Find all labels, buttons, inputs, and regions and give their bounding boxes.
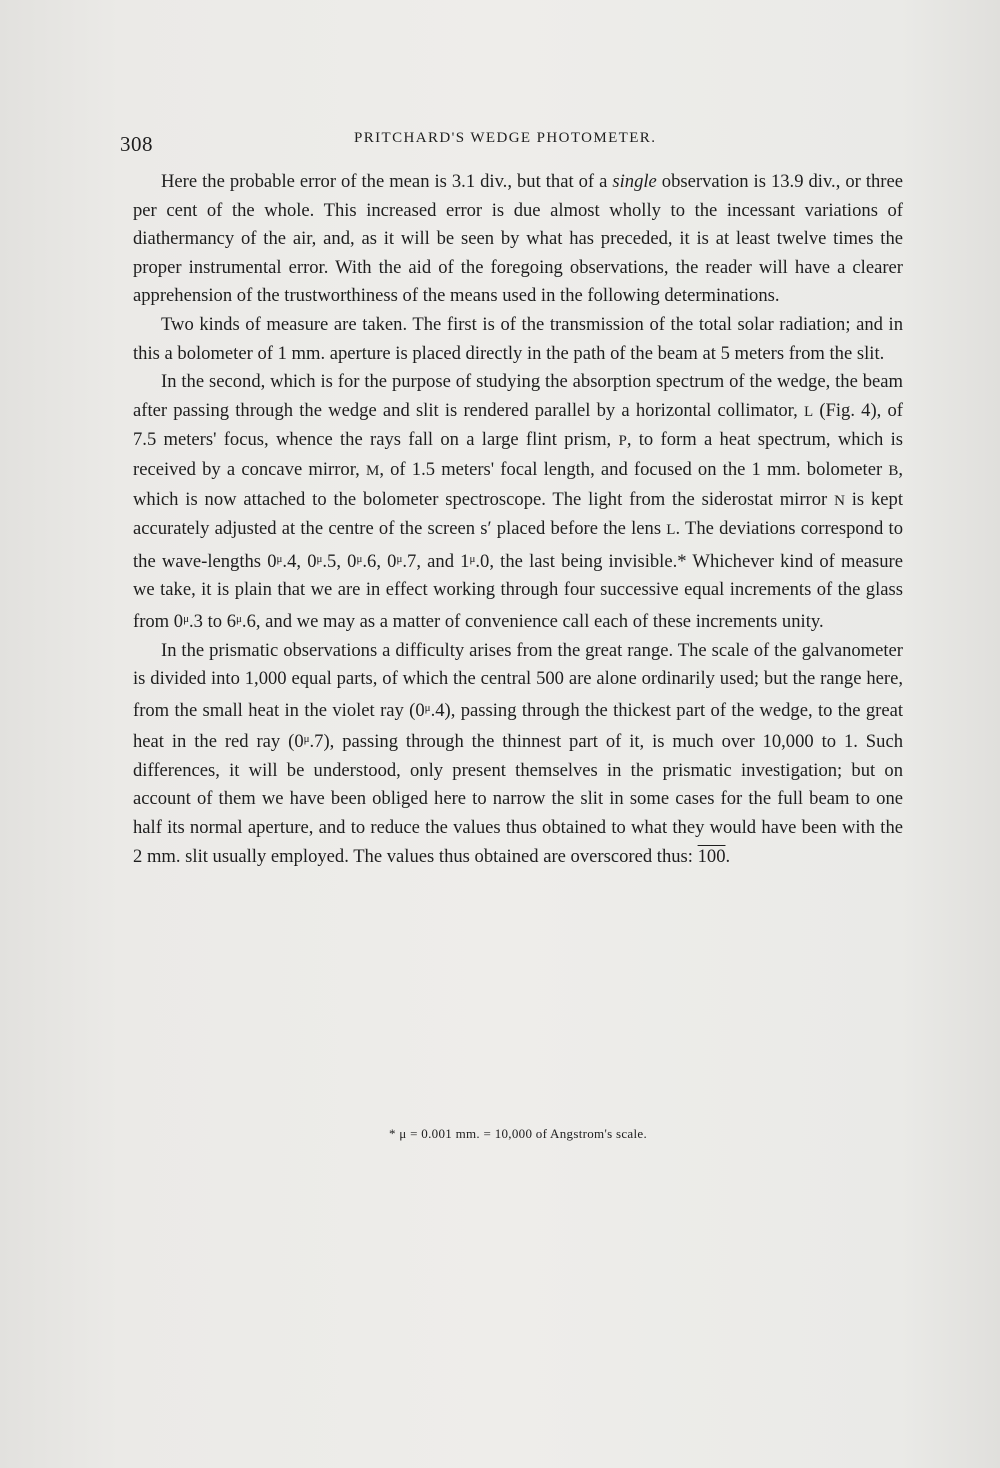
- mu-symbol: μ: [469, 552, 476, 565]
- footnote: [133, 1126, 903, 1142]
- label-l-lens: L: [666, 522, 676, 539]
- p3-t11: .7, and 1: [402, 550, 470, 572]
- paragraph-4: [133, 637, 903, 872]
- mu-symbol: μ: [183, 612, 189, 625]
- label-p-prism: P: [618, 433, 627, 450]
- p3-t12: .0, the last being invisible.* Whichever kind of measure we take, it is plain that we are in effect working through four successive equal increments of the glass from 0: [133, 550, 903, 632]
- footnote-text: * μ = 0.001 mm. = 10,000 of Angstrom's scale.: [388, 1126, 648, 1141]
- paragraph-1-text-a: Here the probable error of the mean is 3.1 div., but that of a: [161, 171, 613, 192]
- label-l-collimator: L: [803, 403, 814, 420]
- page-number: 308: [120, 132, 153, 156]
- mu-symbol: μ: [303, 733, 310, 746]
- page-header: [120, 126, 910, 160]
- p3-t5: , which is now attached to the bolometer spectroscope. The light from the siderostat mirror: [133, 458, 903, 510]
- mu-symbol: μ: [316, 552, 323, 565]
- p3-t10: .6, 0: [362, 550, 397, 572]
- label-b-bolometer: B: [888, 462, 899, 479]
- p4-t2: .4), passing through the thickest part of the wedge, to the great heat in the red ray (0: [133, 699, 904, 753]
- mu-symbol: μ: [424, 701, 431, 714]
- mu-symbol: μ: [236, 612, 242, 625]
- paragraph-1-text-c: observation is 13.9 div., or three per cent of the whole. This increased error is due almost wholly to the incessant variations of diathermancy of the air, and, as it will be seen by what has preceded, it is at least twelve times the proper instrumental error. With the aid of the foregoing observations, the reader will have a clearer apprehension of the trustworthiness of the means used in the following determinations.: [133, 171, 903, 307]
- p4-t1: In the prismatic observations a difficulty arises from the great range. The scale of the galvanometer is divided into 1,000 equal parts, of which the central 500 are alone ordinarily used; but the range here, from the small heat in the violet ray (0: [133, 639, 903, 721]
- mu-symbol: μ: [276, 552, 283, 565]
- p3-t14: .6, and we may as a matter of convenience call each of these increments unity.: [241, 610, 824, 632]
- p3-t6: is kept accurately adjusted at the centre of the screen s′ placed before the lens: [133, 488, 903, 540]
- mu-symbol: μ: [396, 552, 403, 565]
- body-text: [133, 168, 903, 871]
- p3-t7: . The deviations correspond to the wave-lengths 0: [133, 518, 903, 572]
- paragraph-1-italic: single: [612, 171, 657, 192]
- p3-t2: (Fig. 4), of 7.5 meters' focus, whence the rays fall on a large flint prism,: [133, 399, 903, 451]
- paragraph-1: [133, 168, 903, 311]
- paragraph-2: Two kinds of measure are taken. The first is of the transmission of the total solar radiation; and in this a bolometer of 1 mm. aperture is placed directly in the path of the beam at 5 meters from the slit.: [133, 313, 903, 364]
- label-m-mirror: M: [365, 462, 380, 479]
- p3-t4: , of 1.5 meters' focal length, and focused on the 1 mm. bolometer: [379, 458, 889, 480]
- p4-t3: .7), passing through the thinnest part of it, is much over 10,000 to 1. Such differences, it will be understood, only present themselves in the prismatic investigation; but on account of them we have been obliged here to narrow the slit in some cases for the full beam to one half its normal aperture, and to reduce the values thus obtained to what they would have been with the 2 mm. slit usually employed. The values thus obtained are overscored thus:: [133, 731, 903, 867]
- p3-t13: .3 to 6: [189, 610, 237, 632]
- p3-t8: .4, 0: [282, 550, 317, 572]
- paragraph-3: [133, 368, 903, 636]
- p3-t3: , to form a heat spectrum, which is received by a concave mirror,: [133, 429, 903, 480]
- p4-end: .: [725, 845, 731, 867]
- p3-t9: .5, 0: [322, 550, 357, 572]
- label-n-mirror: N: [834, 492, 845, 509]
- running-title: PRITCHARD'S WEDGE PHOTOMETER.: [354, 130, 657, 146]
- mu-symbol: μ: [356, 552, 363, 565]
- overscored-value: 100: [697, 845, 726, 867]
- p3-t1: In the second, which is for the purpose of studying the absorption spectrum of the wedge, the beam after passing through the wedge and slit is rendered parallel by a horizontal collimator,: [133, 371, 903, 421]
